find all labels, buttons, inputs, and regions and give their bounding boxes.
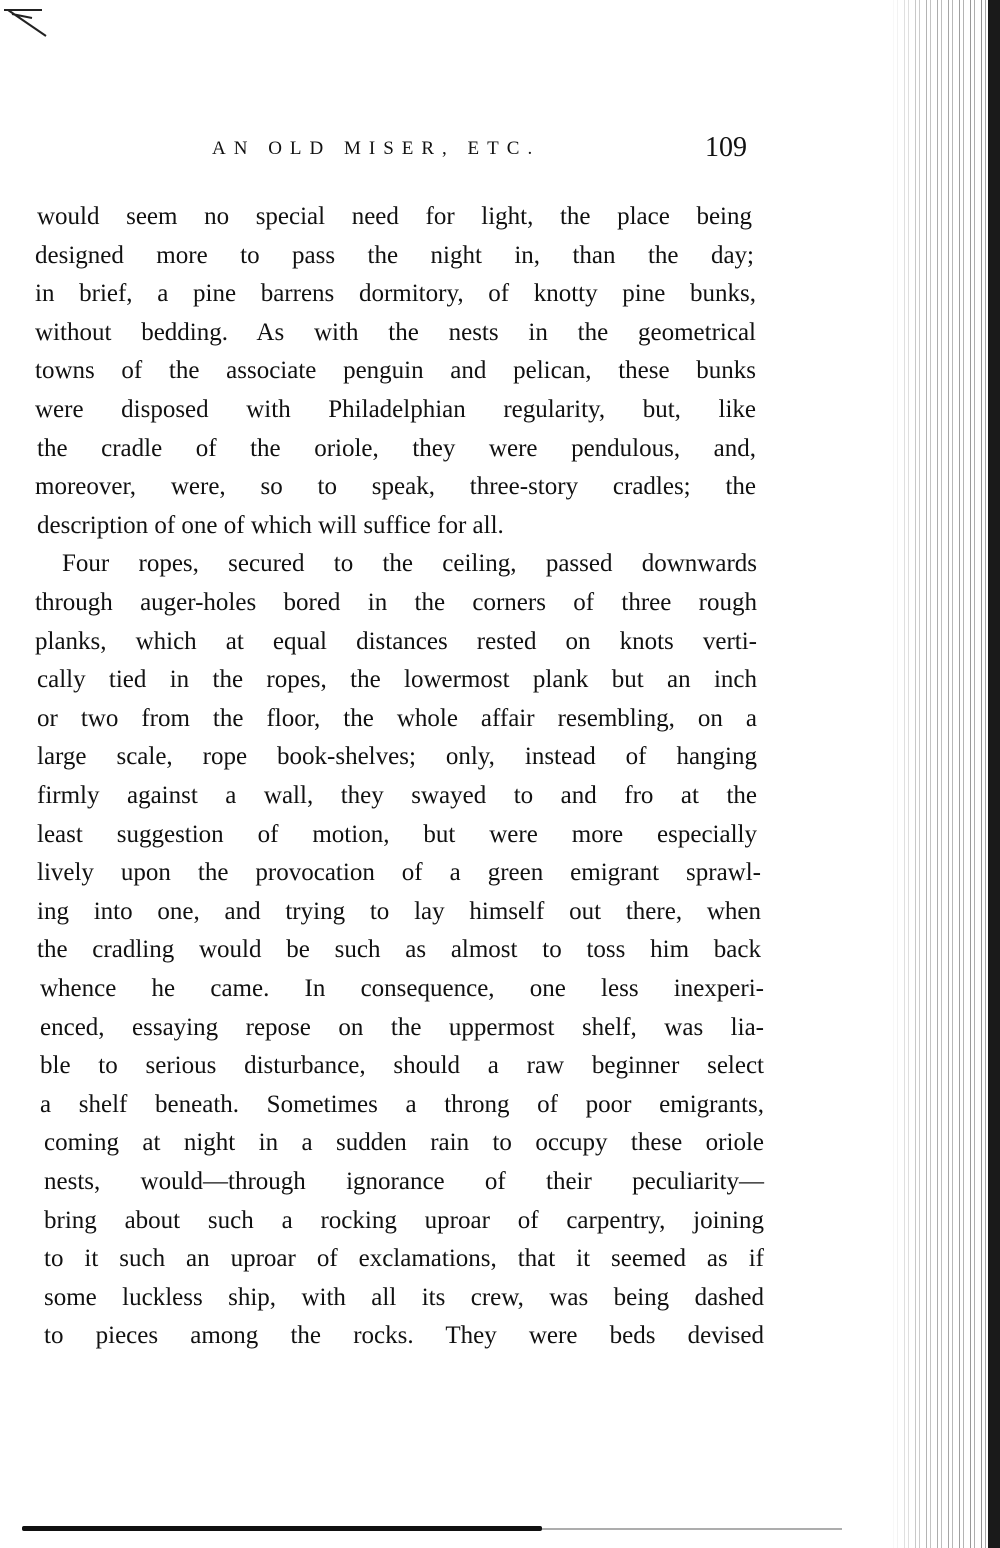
text-line: bring about such a rocking uproar of carpentry, joining (44, 1206, 764, 1234)
text-line: lively upon the provocation of a green emigrant sprawl- (37, 859, 761, 887)
text-line: towns of the associate penguin and pelican, these bunks (35, 357, 756, 385)
bottom-rule (22, 1526, 542, 1531)
running-head (0, 132, 1000, 172)
text-line: description of one of which will suffice for all. (37, 511, 504, 539)
text-line: or two from the floor, the whole affair resembling, on a (37, 704, 757, 732)
text-line: without bedding. As with the nests in the geometrical (35, 318, 756, 346)
text-line: least suggestion of motion, but were more especially (37, 820, 757, 848)
running-head-title: AN OLD MISER, ETC. (212, 138, 541, 159)
text-line: enced, essaying repose on the uppermost shelf, was lia- (40, 1013, 764, 1041)
text-line: whence he came. In consequence, one less inexperi- (40, 975, 764, 1002)
text-line: firmly against a wall, they swayed to and fro at the (37, 782, 757, 809)
text-line: Four ropes, secured to the ceiling, passed downwards (62, 550, 757, 578)
scan-corner-mark (2, 6, 52, 40)
text-line: coming at night in a sudden rain to occupy these oriole (44, 1129, 764, 1157)
text-line: to it such an uproar of exclamations, that it seemed as if (44, 1245, 764, 1273)
text-line: the cradling would be such as almost to toss him back (37, 936, 761, 964)
text-line: designed more to pass the night in, than the day; (35, 241, 754, 269)
text-line: to pieces among the rocks. They were beds devised (44, 1322, 764, 1350)
text-line: some luckless ship, with all its crew, was being dashed (44, 1283, 764, 1311)
page-number: 109 (705, 132, 747, 163)
text-line: were disposed with Philadelphian regularity, but, like (35, 396, 756, 423)
text-line: large scale, rope book-shelves; only, instead of hanging (37, 743, 757, 771)
page-edge-shadow (988, 0, 1000, 1548)
text-line: in brief, a pine barrens dormitory, of knotty pine bunks, (35, 280, 756, 308)
text-line: a shelf beneath. Sometimes a throng of poor emigrants, (40, 1090, 764, 1118)
text-line: ing into one, and trying to lay himself out there, when (37, 897, 761, 925)
text-line: ble to serious disturbance, should a raw beginner select (40, 1052, 764, 1080)
page-edge-texture (890, 0, 1000, 1548)
text-line: moreover, were, so to speak, three-story cradles; the (35, 473, 756, 501)
text-line: the cradle of the oriole, they were pendulous, and, (37, 434, 756, 462)
text-line: cally tied in the ropes, the lowermost plank but an inch (37, 666, 757, 694)
text-line: planks, which at equal distances rested on knots verti- (35, 627, 757, 655)
bottom-rule-faint (542, 1528, 842, 1530)
text-line: would seem no special need for light, the place being (37, 203, 752, 230)
text-line: nests, would—through ignorance of their peculiarity— (44, 1168, 764, 1195)
text-line: through auger-holes bored in the corners of three rough (35, 589, 757, 616)
